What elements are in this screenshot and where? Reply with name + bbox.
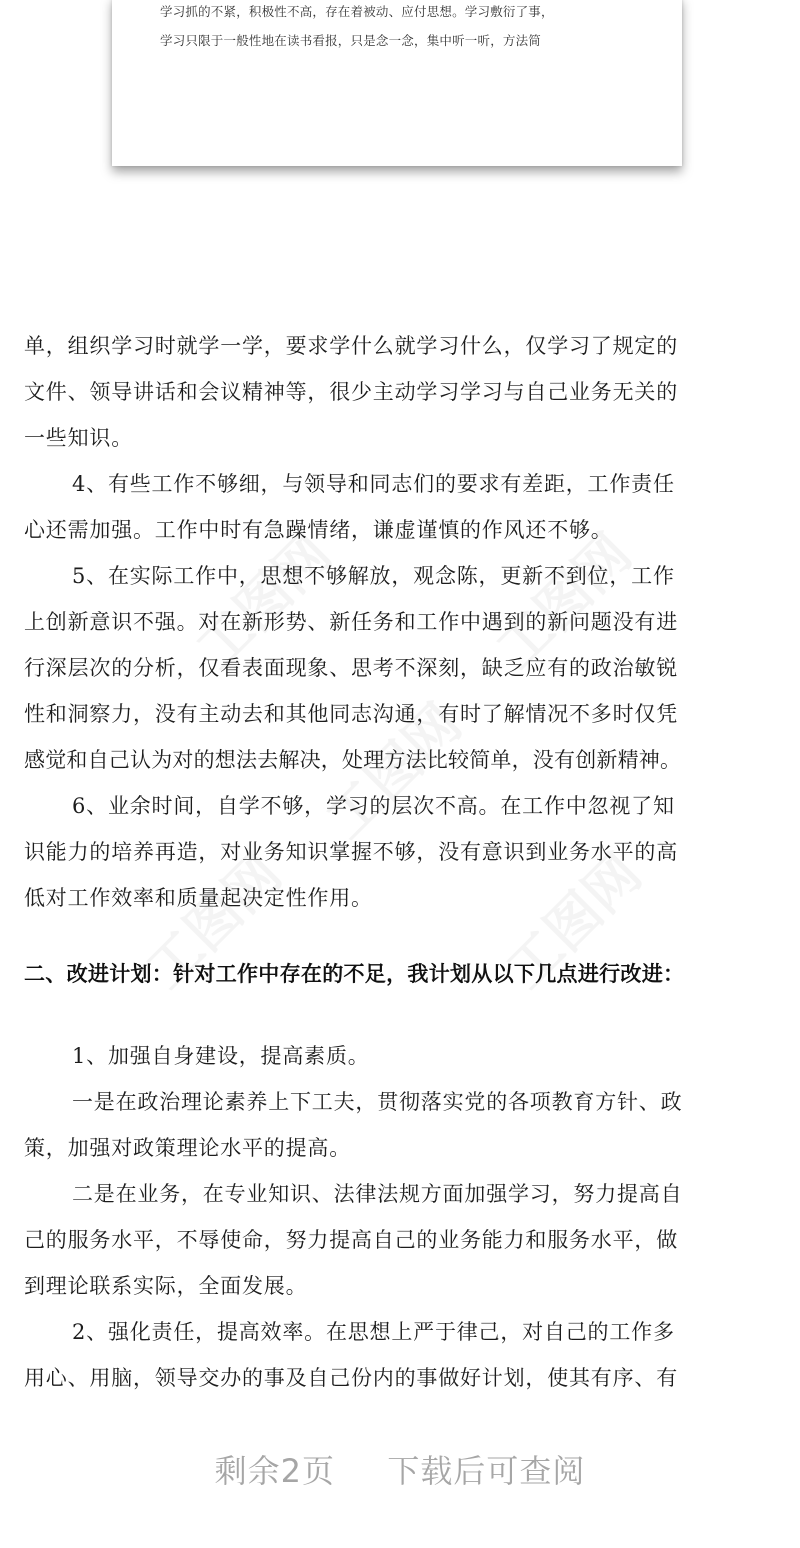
paragraph-line: 一是在政治理论素养上下工夫，贯彻落实党的各项教育方针、政 [72,1090,683,1114]
paragraph-line: 策，加强对政策理论水平的提高。 [24,1136,351,1160]
paragraph-line: 心还需加强。工作中时有急躁情绪，谦虚谨慎的作风还不够。 [24,518,613,542]
paragraph-line: 一些知识。 [24,426,133,450]
remaining-pages-label: 剩余2页 [214,1452,335,1490]
paragraph-line: 识能力的培养再造，对业务知识掌握不够，没有意识到业务水平的高 [24,840,678,864]
section-heading: 二、改进计划：针对工作中存在的不足，我计划从以下几点进行改进： [24,962,685,986]
paragraph-line: 性和洞察力，没有主动去和其他同志沟通，有时了解情况不多时仅凭 [24,702,678,726]
paragraph-line: 单，组织学习时就学一学，要求学什么就学习什么，仅学习了规定的 [24,334,678,358]
paragraph-line: 5、在实际工作中，思想不够解放，观念陈，更新不到位，工作 [72,564,675,588]
remaining-pages-notice[interactable] [0,1446,800,1492]
paragraph-line: 感觉和自己认为对的想法去解决，处理方法比较简单，没有创新精神。 [24,748,682,772]
download-to-read-label: 下载后可查阅 [387,1452,586,1490]
document-preview-card [112,0,682,166]
paragraph-line: 二是在业务，在专业知识、法律法规方面加强学习，努力提高自 [72,1182,683,1206]
paragraph-line: 己的服务水平，不辱使命，努力提高自己的业务能力和服务水平，做 [24,1228,678,1252]
paragraph-line: 2、强化责任，提高效率。在思想上严于律己，对自己的工作多 [72,1320,675,1344]
paragraph-line: 到理论联系实际，全面发展。 [24,1274,308,1298]
paragraph-line: 1、加强自身建设，提高素质。 [72,1044,370,1068]
paragraph-line: 低对工作效率和质量起决定性作用。 [24,886,373,910]
paragraph-line: 上创新意识不强。对在新形势、新任务和工作中遇到的新问题没有进 [24,610,678,634]
preview-line: 学习只限于一般性地在读书看报，只是念一念，集中听一听，方法简 [160,33,542,48]
paragraph-line: 文件、领导讲话和会议精神等，很少主动学习学习与自己业务无关的 [24,380,678,404]
paragraph-line: 6、业余时间，自学不够，学习的层次不高。在工作中忽视了知 [72,794,675,818]
paragraph-line: 行深层次的分析，仅看表面现象、思考不深刻，缺乏应有的政治敏锐 [24,656,678,680]
preview-line: 学习抓的不紧，积极性不高，存在着被动、应付思想。学习敷衍了事， [160,4,554,19]
paragraph-line: 4、有些工作不够细，与领导和同志们的要求有差距，工作责任 [72,472,675,496]
paragraph-line: 用心、用脑，领导交办的事及自己份内的事做好计划，使其有序、有 [24,1366,678,1390]
